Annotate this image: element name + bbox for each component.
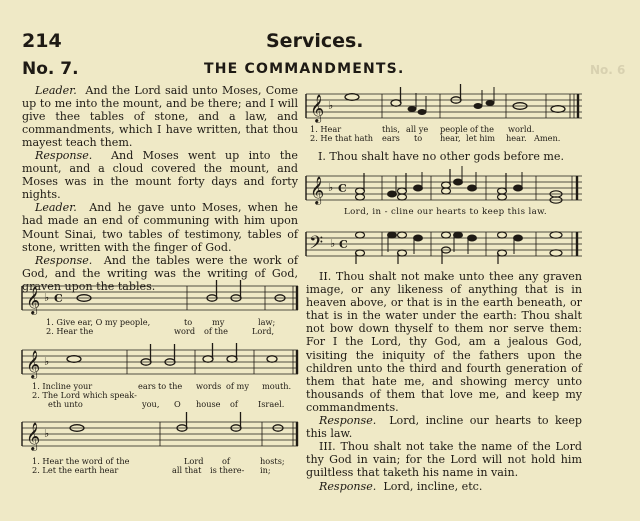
response-treble-staff [306,168,582,208]
page-number: 214 [22,30,62,52]
piece-title: THE COMMANDMENTS. [204,61,405,77]
section-title: Services. [266,30,364,52]
reading-2: Response. And Moses went up into the mount, and a cloud covered the mount, and Moses was in the mount forty days and forty nights. [22,149,298,202]
right-chant-lyrics-line1: 1. Hear this, all ye people of the world. [310,124,535,134]
right-chant-lyrics-line2: 2. He that hath ears to hear, let him hear. Amen. [310,133,561,143]
chant-staff-1 [22,280,298,316]
right-chant-staff [306,88,582,124]
response-3: Response. Lord, incline, etc. [319,479,483,493]
responsive-reading [22,84,298,293]
svg-text:𝄞: 𝄞 [310,176,325,204]
svg-text:𝄞: 𝄞 [310,94,325,122]
treble-clef-icon: 𝄞 [26,286,41,314]
svg-text:♭: ♭ [328,99,334,112]
commandment-3: III. Thou shalt not take the name of the Lord thy God in vain; for the Lord will not hold him guiltless that taketh his name in vain. [306,440,582,480]
commandment-2: II. Thou shalt not make unto thee any graven image, or any likeness of anything that is in heaven above, or that is in the earth beneath, or that is in the water under the earth: Thou shalt not bow down thyself to them nor serve them: For I the Lord, thy God, am a jealous God, visiting the iniquity of the fathers upon the children unto the third and fourth generation of them that hate me, and showing mercy unto thousands of them that love me, and keep my commandments. Response. Lord, incline our hearts to keep this law. III. Thou shalt not take the name of the Lord thy God in vain; for the Lord will not hold him guiltless that taketh his name in vain. Response. Lord, incline, etc. [306,270,582,493]
svg-text:♭: ♭ [44,355,50,368]
response-2: Response. Lord, incline our hearts to keep this law. [306,414,582,441]
ghost-text: No. 6 [590,63,626,77]
svg-text:♭: ♭ [44,427,50,440]
chant-2-lyrics-line2: 2. The Lord which speak- [32,390,137,400]
svg-text:C: C [338,182,347,195]
svg-text:C: C [339,238,348,251]
response-lyric: Lord, in - cline our hearts to keep this law. [344,207,548,217]
piece-number: No. 7. [22,59,79,79]
reading-3: Leader. And he gave unto Moses, when he had made an end of communing with him upon Mount Sinai, two tables of testimony, tables of stone, written with the finger of God. [22,201,298,254]
svg-text:C: C [54,292,63,305]
response-bass-staff [306,222,582,264]
commandment-1: I. Thou shalt have no other gods before me. [318,150,565,163]
svg-text:♭: ♭ [330,237,336,250]
chant-3-lyrics-line2: 2. Let the earth hear all that is there- in; [32,465,271,475]
chant-1-lyrics-line1: 1. Give ear, O my people, to my law; [46,317,276,327]
reading-1: Leader. And the Lord said unto Moses, Come up to me into the mount, and be there; and I will give thee tables of stone, and a law, and commandments, which I have written, that thou mayest teach them. [22,84,299,150]
chant-2-lyrics-line1: 1. Incline your ears to the words of my mouth. [32,381,292,391]
svg-text:𝄞: 𝄞 [26,422,41,450]
chant-staff-2 [22,344,298,380]
chant-staff-3 [22,416,298,452]
reading-4: Response. And the tables were the work of God, and the writing was the writing of God, graven upon the tables. [22,253,298,293]
chant-1-lyrics-line2: 2. Hear the word of the Lord, [46,326,275,336]
svg-text:𝄞: 𝄞 [26,350,41,378]
bass-clef-icon: 𝄢 [309,233,324,258]
chant-3-lyrics-line1: 1. Hear the word of the Lord of hosts; [32,456,285,466]
svg-text:♭: ♭ [328,181,334,194]
bass-flat-icon: ♭ [44,291,50,304]
